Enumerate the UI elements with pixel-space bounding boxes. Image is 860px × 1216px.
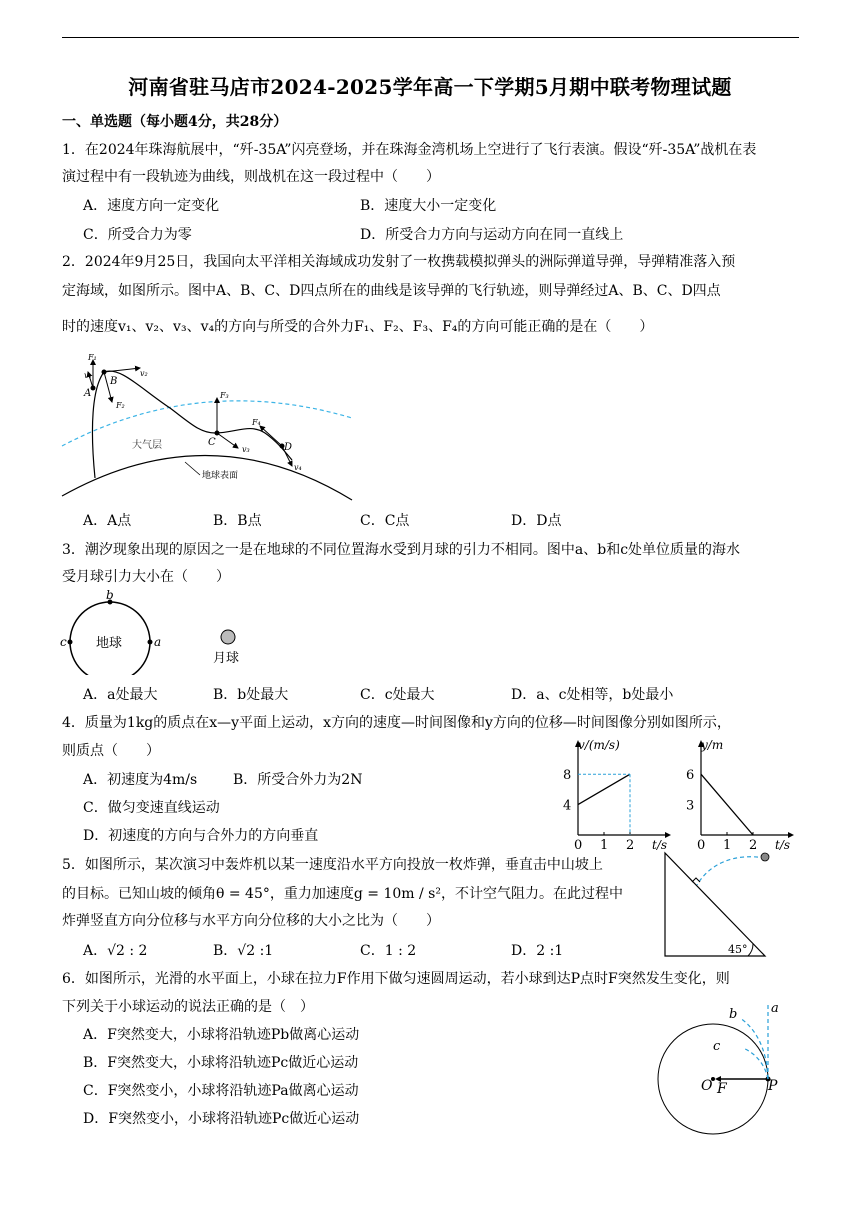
atmosphere-arc: [62, 401, 352, 446]
y-tick-label: 3: [686, 798, 695, 814]
q2-option-d[interactable]: D．D点: [511, 513, 562, 529]
series-line: [578, 774, 630, 804]
series-line: [701, 774, 753, 835]
point-label: D: [284, 442, 293, 453]
x-axis-label: t/s: [652, 838, 668, 850]
force-f-label: F: [717, 1081, 727, 1097]
point-label: A: [84, 388, 92, 399]
q1-option-b[interactable]: B．速度大小一定变化: [360, 198, 497, 214]
force-label: F₃: [220, 391, 229, 400]
moon-label: 月球: [213, 651, 240, 666]
point-p-label: P: [768, 1078, 778, 1094]
header-rule: [62, 37, 799, 38]
force-label: F₂: [116, 401, 125, 410]
q4-stem-line1: 4．质量为1kg的质点在x—y平面上运动，x方向的速度—时间图像和y方向的位移—时间图像分别如图所示，: [62, 715, 731, 731]
path-c-label: c: [713, 1039, 721, 1054]
force-label: F₄: [252, 418, 261, 427]
q5-stem-line3: 炸弹竖直方向分位移与水平方向分位移的大小之比为（ ）: [62, 913, 440, 929]
q2-stem-line3: 时的速度v₁、v₂、v₃、v₄的方向与所受的合外力F₁、F₂、F₃、F₄的方向可能正确的是在（ ）: [62, 319, 654, 335]
q5-stem-line2: 的目标。已知山坡的倾角θ = 45°，重力加速度g = 10m / s²，不计空气阻力。在此过程中: [62, 886, 623, 902]
q5-stem-line1: 5．如图所示，某次演习中轰炸机以某一速度沿水平方向投放一枚炸弹，垂直击中山坡上: [62, 857, 603, 873]
y-t-chart: [683, 735, 798, 850]
q3-option-b[interactable]: B．b处最大: [213, 687, 289, 703]
q4-option-c[interactable]: C．做匀变速直线运动: [83, 800, 220, 816]
circular-motion-figure: [655, 998, 795, 1148]
slope-bomb-figure: [660, 848, 775, 960]
x-tick-label: 1: [600, 838, 609, 850]
q4-option-d[interactable]: D．初速度的方向与合外力的方向垂直: [83, 828, 319, 844]
missile-trajectory-figure: [60, 348, 360, 503]
q2-option-c[interactable]: C．C点: [360, 513, 410, 529]
q6-option-c[interactable]: C．F突然变小，小球将沿轨迹Pa做离心运动: [83, 1083, 359, 1099]
force-label: F₁: [88, 353, 97, 362]
q6-stem-line1: 6．如图所示，光滑的水平面上，小球在拉力F作用下做匀速圆周运动，若小球到达P点时F突然发生变化，则: [62, 971, 730, 987]
velocity-label: v₂: [140, 369, 148, 378]
page-title: 河南省驻马店市2024-2025学年高一下学期5月期中联考物理试题: [128, 75, 732, 99]
point-label: C: [208, 437, 216, 448]
y-tick-label: 8: [563, 768, 572, 784]
x-tick-label: 1: [723, 838, 732, 850]
q2-stem-line1: 2．2024年9月25日，我国向太平洋相关海域成功发射了一枚携载模拟弹头的洲际弹道导弹，导弹精准落入预: [62, 254, 736, 270]
q5-option-b[interactable]: B．√2 :1: [213, 943, 274, 959]
q1-stem-line2: 演过程中有一段轨迹为曲线，则战机在这一段过程中（ ）: [62, 169, 440, 185]
q2-option-b[interactable]: B．B点: [213, 513, 262, 529]
q4-option-b[interactable]: B．所受合外力为2N: [233, 772, 363, 788]
center-o-label: O: [701, 1078, 713, 1094]
q3-option-a[interactable]: A．a处最大: [83, 687, 158, 703]
q5-option-c[interactable]: C．1 : 2: [360, 943, 417, 959]
velocity-label: v₄: [294, 463, 302, 472]
q1-option-a[interactable]: A．速度方向一定变化: [83, 198, 220, 214]
earth-moon-figure: [58, 590, 258, 675]
x-tick-label: 2: [749, 838, 758, 850]
y-tick-label: 4: [563, 798, 572, 814]
q6-option-b[interactable]: B．F突然变大，小球将沿轨迹Pc做近心运动: [83, 1055, 359, 1071]
q1-stem-line1: 1．在2024年珠海航展中，“歼-35A”闪亮登场，并在珠海金湾机场上空进行了飞行表演。假设“歼-35A”战机在表: [62, 142, 757, 158]
q1-option-c[interactable]: C．所受合力为零: [83, 227, 192, 243]
q3-stem-line1: 3．潮汐现象出现的原因之一是在地球的不同位置海水受到月球的引力不相同。图中a、b和c处单位质量的海水: [62, 542, 741, 558]
q4-stem-line2: 则质点（ ）: [62, 743, 160, 759]
point-c-label: c: [60, 635, 67, 649]
q4-option-a[interactable]: A．初速度为4m/s: [83, 772, 198, 788]
point-b-label: b: [106, 590, 114, 602]
surface-label: 地球表面: [202, 471, 239, 481]
path-a-label: a: [771, 1001, 779, 1016]
q6-stem-line2: 下列关于小球运动的说法正确的是（ ）: [62, 999, 314, 1015]
earth-label: 地球: [96, 636, 123, 651]
point-label: B: [110, 376, 118, 387]
path-b-label: b: [729, 1007, 738, 1022]
v-t-chart: [560, 735, 675, 850]
q1-option-d[interactable]: D．所受合力方向与运动方向在同一直线上: [360, 227, 624, 243]
x-tick-label: 0: [574, 838, 583, 850]
x-axis-label: t/s: [775, 838, 791, 850]
q3-option-d[interactable]: D．a、c处相等，b处最小: [511, 687, 674, 703]
q5-option-d[interactable]: D．2 :1: [511, 943, 564, 959]
velocity-label: v₁: [84, 371, 92, 380]
q2-option-a[interactable]: A．A点: [83, 513, 132, 529]
x-tick-label: 2: [626, 838, 635, 850]
q3-option-c[interactable]: C．c处最大: [360, 687, 435, 703]
y-axis-label: y/m: [701, 738, 724, 752]
y-tick-label: 6: [686, 768, 695, 784]
atmosphere-label: 大气层: [132, 440, 162, 451]
q3-stem-line2: 受月球引力大小在（ ）: [62, 569, 230, 585]
velocity-label: v₃: [242, 445, 250, 454]
section-heading: 一、单选题（每小题4分，共28分）: [62, 114, 288, 130]
q6-option-a[interactable]: A．F突然变大，小球将沿轨迹Pb做离心运动: [83, 1027, 360, 1043]
point-a-label: a: [154, 635, 162, 649]
angle-label: 45°: [728, 943, 748, 956]
y-axis-label: v/(m/s): [578, 738, 620, 752]
q5-option-a[interactable]: A．√2 : 2: [83, 943, 148, 959]
q6-option-d[interactable]: D．F突然变小，小球将沿轨迹Pc做近心运动: [83, 1111, 360, 1127]
q2-stem-line2: 定海域，如图所示。图中A、B、C、D四点所在的曲线是该导弹的飞行轨迹，则导弹经过A、B、C、D四点: [62, 283, 721, 299]
x-tick-label: 0: [697, 838, 706, 850]
